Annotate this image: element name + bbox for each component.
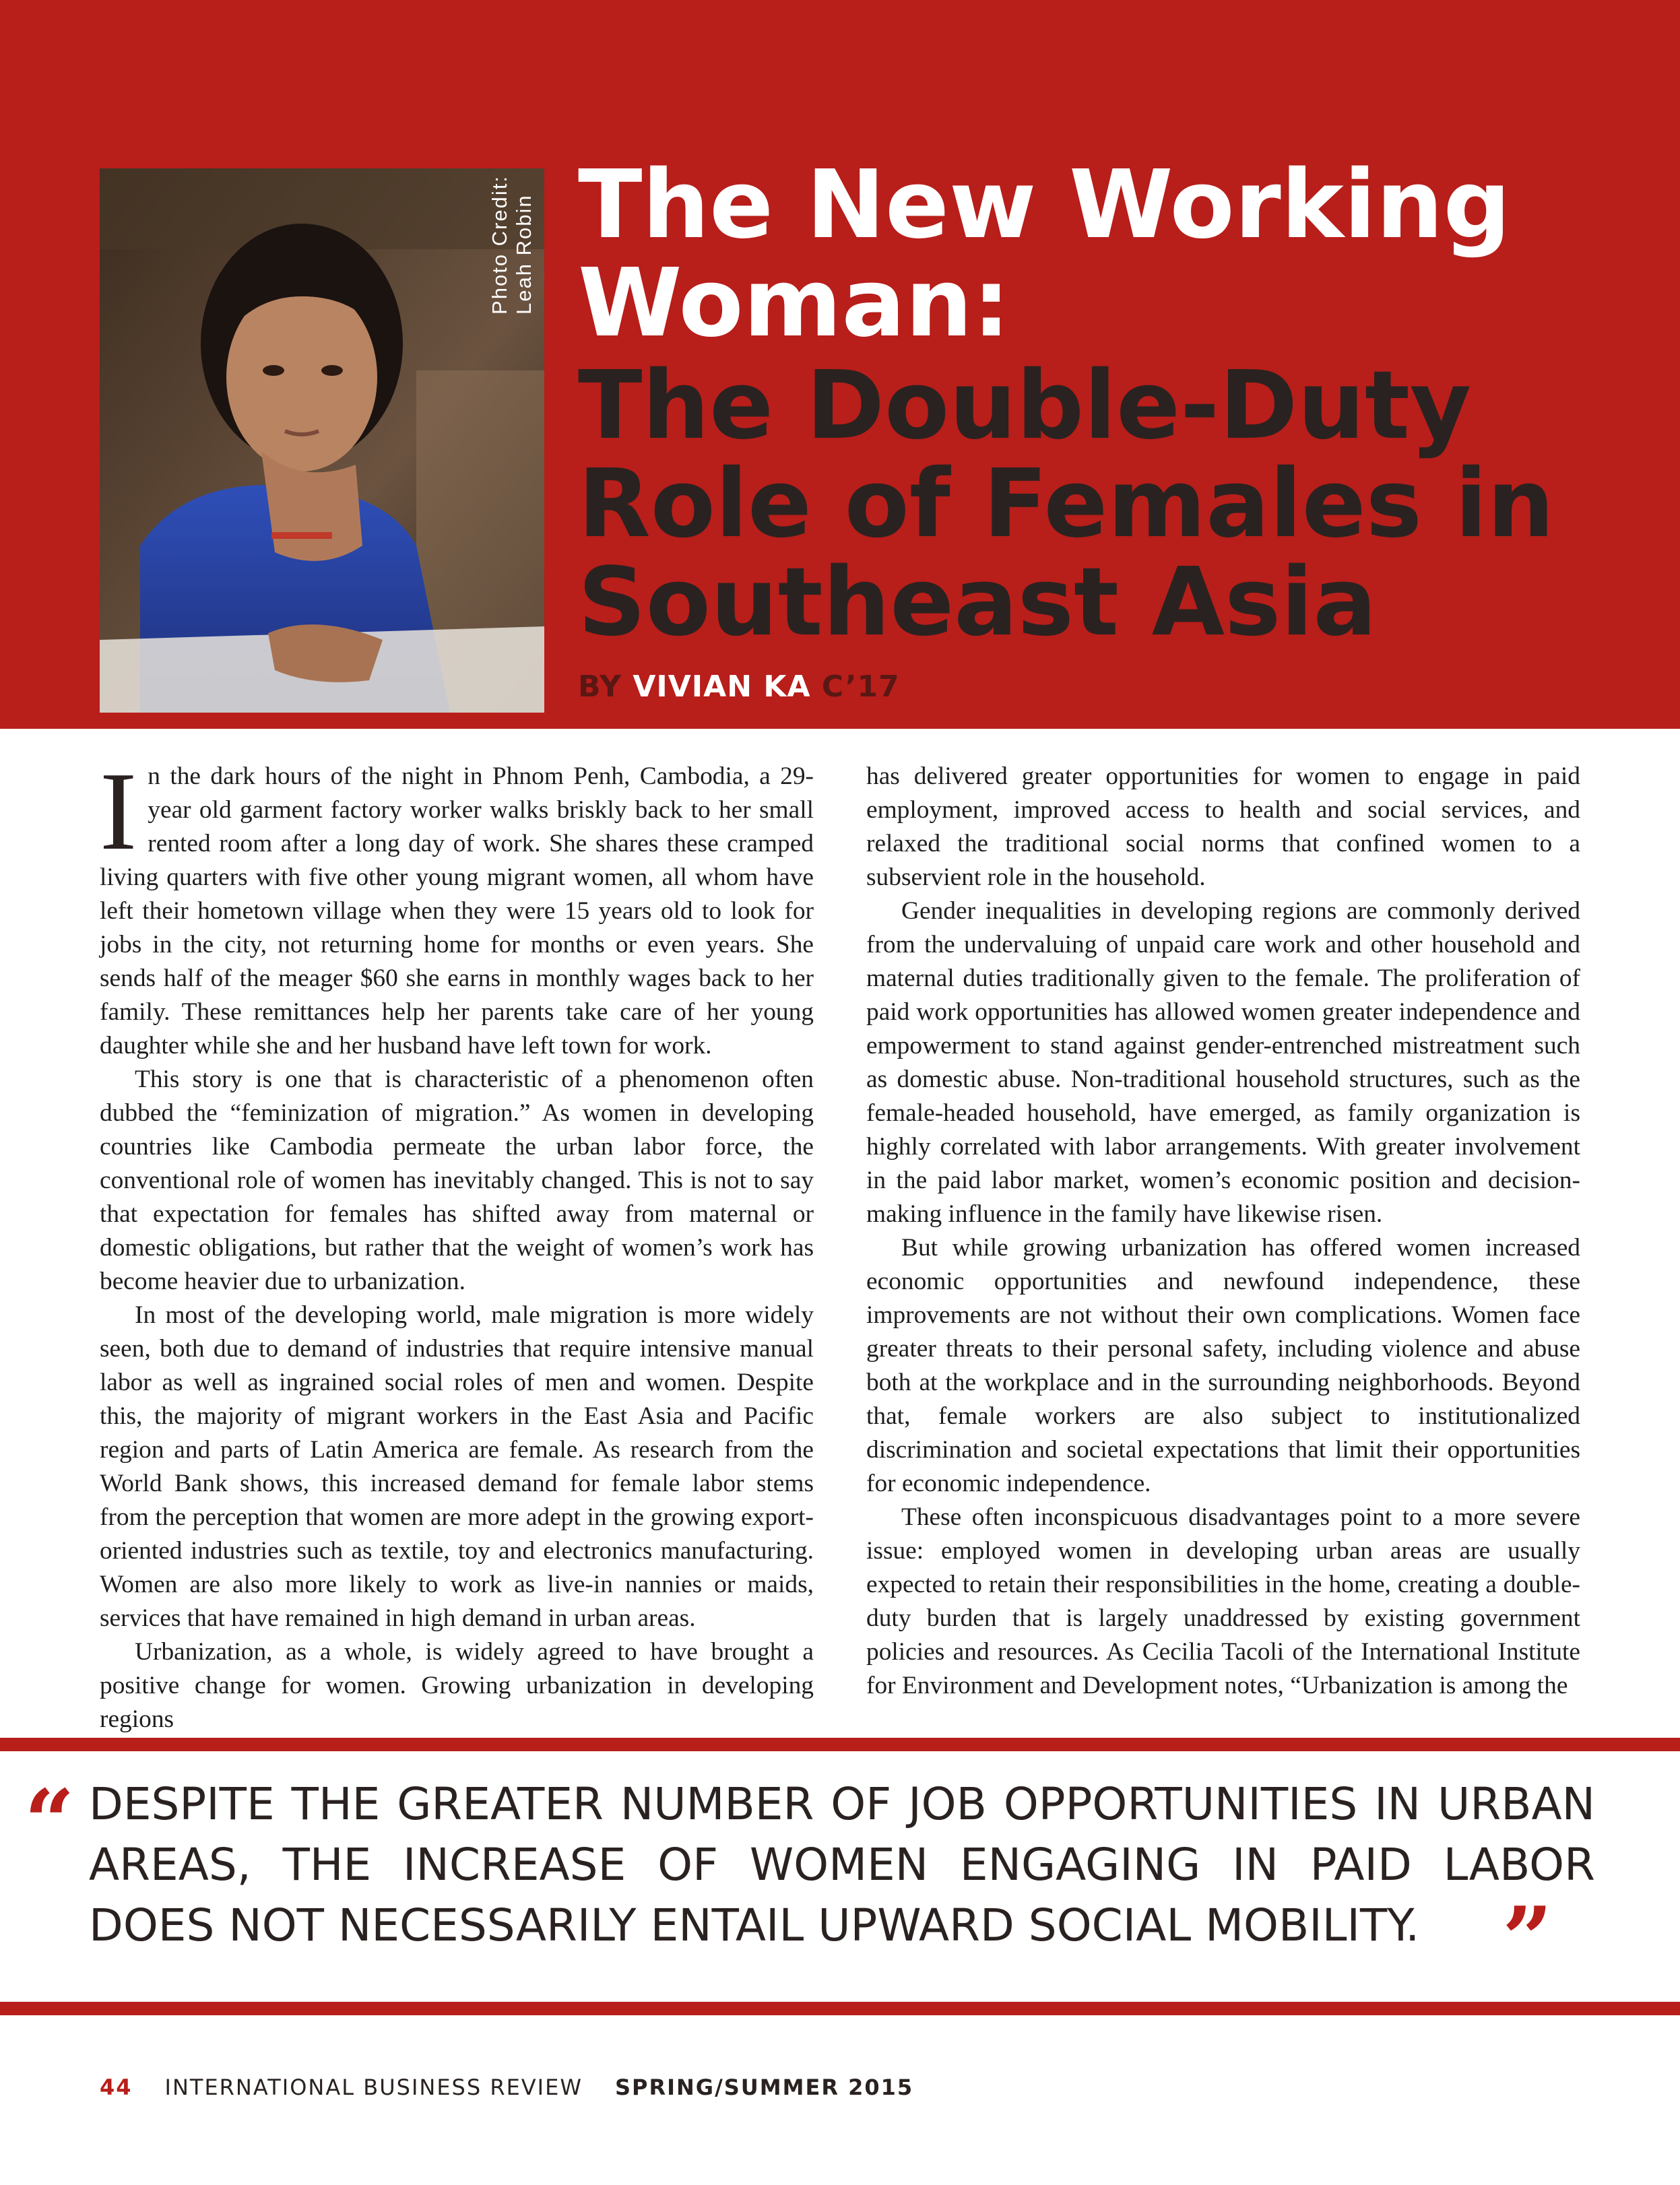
pullquote-rule-top <box>0 1738 1680 1751</box>
subtitle-line: The Double-Duty <box>578 351 1472 461</box>
page-number: 44 <box>100 2075 133 2100</box>
author-class-year: C’17 <box>821 670 900 704</box>
subtitle-line: Southeast Asia <box>578 548 1377 657</box>
article-photo <box>100 168 544 713</box>
title-line: Woman: <box>578 249 1010 358</box>
paragraph: These often inconspicuous disadvantages point to a more severe issue: employed women in developing urban areas are usually expected to retain their responsibilities in the home, creating a double-duty burden that is largely unaddressed by existing government policies and resources. As Cecilia Tacoli of the International Institute for Environment and Development notes, “Urbanization is among the <box>866 1503 1580 1699</box>
open-quote-mark: “ <box>24 1770 75 1873</box>
close-quote-mark: ” <box>1502 1887 1553 1990</box>
paragraph: But while growing urbanization has offered women increased economic opportunities and newfound independence, these improvements are not without their own complications. Women face greater threats to their personal safety, including violence and abuse both at the workplace and in the surrounding neighborhoods. Beyond that, female workers are also subject to institutionalized discrimination and societal expectations that limit their opportunities for economic independence. <box>866 1234 1580 1497</box>
byline: BY VIVIAN KA C’17 <box>578 670 900 704</box>
pullquote-rule-bottom <box>0 2002 1680 2015</box>
paragraph: In the dark hours of the night in Phnom Penh, Cambodia, a 29-year old garment factory worker walks briskly back to her small rented room after a long day of work. She shares these cramped living quarters with five other young migrant women, all whom have left their hometown village when they were 15 years old to look for jobs in the city, not returning home for months or even years. She sends half of the meager $60 she earns in monthly wages back to her family. These remittances help her parents take care of her young daughter while she and her husband have left town for work. <box>100 749 814 1059</box>
page-footer <box>100 2075 913 2100</box>
photo-credit: Photo Credit: Leah Robin <box>488 175 536 315</box>
subtitle-line: Role of Females in <box>578 449 1555 559</box>
paragraph: has delivered greater opportunities for women to engage in paid employment, improved access to health and social services, and relaxed the traditional social norms that confined women to a subservient role in the household. <box>866 762 1580 891</box>
title-line: The New Working <box>578 150 1511 260</box>
issue-label: SPRING/SUMMER 2015 <box>614 2075 914 2100</box>
article-subtitle <box>578 351 1656 657</box>
author-name: VIVIAN KA <box>633 670 811 704</box>
pull-quote: DESPITE THE GREATER NUMBER OF JOB OPPORTUNITIES IN URBAN AREAS, THE INCREASE OF WOMEN ENGAGING IN PAID LABOR DOES NOT NECESSARILY ENTAIL UPWARD SOCIAL MOBILITY. <box>89 1778 1595 1951</box>
paragraph: Gender inequalities in developing regions are commonly derived from the undervaluing of unpaid care work and other household and maternal duties traditionally given to the female. The proliferation of paid work opportunities has allowed women greater independence and empowerment to stand against gender-entrenched mistreatment such as domestic abuse. Non-traditional household structures, such as the female-headed household, have emerged, as family organization is highly correlated with labor arrangements. With greater involvement in the paid labor market, women’s economic position and decision-making influence in the family have likewise risen. <box>866 897 1580 1228</box>
paragraph: In most of the developing world, male migration is more widely seen, both due to demand of industries that require intensive manual labor as well as ingrained social roles of men and women. Despite this, the majority of migrant workers in the East Asia and Pacific region and parts of Latin America are female. As research from the World Bank shows, this increased demand for female labor stems from the perception that women are more adept in the growing export-oriented industries such as textile, toy and electronics manufacturing. Women are also more likely to work as live-in nannies or maids, services that have remained in high demand in urban areas. <box>100 1301 814 1632</box>
paragraph: This story is one that is characteristic of a phenomenon often dubbed the “feminization of migration.” As women in developing countries like Cambodia permeate the urban labor force, the conventional role of women has inevitably changed. This is not to say that expectation for females has shifted away from maternal or domestic obligations, but rather that the weight of women’s work has become heavier due to urbanization. <box>100 1066 814 1295</box>
paragraph: Urbanization, as a whole, is widely agreed to have brought a positive change for women. Growing urbanization in developing regions <box>100 1638 814 1733</box>
publication-name: INTERNATIONAL BUSINESS REVIEW <box>164 2075 583 2100</box>
article-title <box>578 150 1656 358</box>
article-column-left <box>100 749 814 1736</box>
drop-cap: I <box>100 749 137 873</box>
article-column-right <box>866 760 1580 1703</box>
portrait-image <box>100 168 544 713</box>
